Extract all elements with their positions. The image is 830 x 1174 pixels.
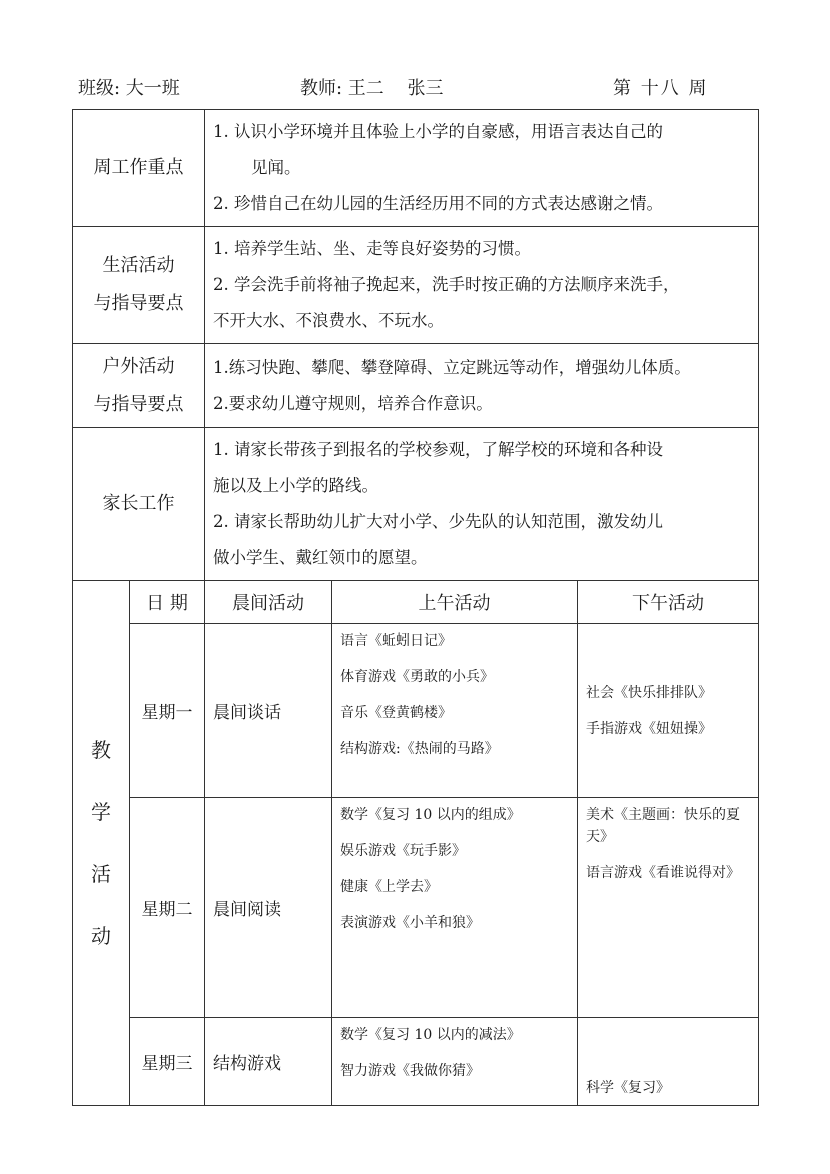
section-item: 1.练习快跑、攀爬、攀登障碍、立定跳远等动作，增强幼儿体质。 [213,357,691,377]
section-item: 1. 请家长带孩子到报名的学校参观，了解学校的环境和各种设 [213,440,663,459]
section-body [205,110,759,227]
pm-activities [578,798,759,1018]
activity-item: 健康《上学去》 [340,879,438,895]
column-header-am: 上午活动 [332,581,578,624]
activity-item: 数学《复习 10 以内的减法》 [340,1027,521,1043]
activity-item: 体育游戏《勇敢的小兵》 [340,669,494,685]
teaching-header-row [73,581,759,624]
pm-activities [578,1018,759,1106]
column-header-date: 日 期 [130,581,205,624]
vertical-char: 教 [91,738,111,762]
day-cell: 星期三 [130,1018,205,1106]
activity-item: 语言游戏《看谁说得对》 [586,865,740,881]
section-body [205,344,759,428]
page-header [78,74,758,104]
section-item: 2. 珍惜自己在幼儿园的生活经历用不同的方式表达感谢之情。 [213,194,663,213]
activity-item: 表演游戏《小羊和狼》 [340,915,480,931]
vertical-char: 活 [91,862,111,886]
day-cell: 星期一 [130,624,205,798]
table-row [73,1018,759,1106]
section-title [73,428,205,581]
section-title-line: 生活活动 [102,255,175,276]
activity-item: 音乐《登黄鹤楼》 [340,705,452,721]
section-item: 1. 培养学生站、坐、走等良好姿势的习惯。 [213,239,531,258]
section-item: 做小学生、戴红领巾的愿望。 [213,548,428,567]
section-body [205,227,759,344]
section-row-outdoor [73,344,759,428]
section-title-line: 与指导要点 [93,293,184,314]
section-body [205,428,759,581]
section-item: 1. 认识小学环境并且体验上小学的自豪感，用语言表达自己的 [213,122,663,141]
activity-item: 结构游戏:《热闹的马路》 [340,741,499,757]
activity-item: 科学《复习》 [586,1080,670,1096]
teacher-label: 教师: 王二 张三 [300,78,444,99]
section-title-line: 周工作重点 [93,157,184,178]
class-label: 班级: 大一班 [78,78,180,99]
table-row [73,798,759,1018]
section-row-parents [73,428,759,581]
section-row-daily-life [73,227,759,344]
week-label: 第 十八 周 [613,78,709,99]
morning-activity: 晨间阅读 [205,798,332,1018]
section-title [73,344,205,428]
section-item: 2.要求幼儿遵守规则，培养合作意识。 [213,393,493,413]
activity-item: 智力游戏《我做你猜》 [340,1063,480,1079]
morning-activity: 晨间谈话 [205,624,332,798]
section-title [73,227,205,344]
activity-item: 社会《快乐排排队》 [586,684,712,701]
am-activities [332,624,578,798]
activity-item: 美术《主题画：快乐的夏天》 [586,807,740,845]
activity-item: 语言《蚯蚓日记》 [340,633,452,649]
teaching-activities-label [73,581,130,1106]
section-title-line: 与指导要点 [93,393,184,415]
section-item: 见闻。 [251,158,301,177]
am-activities [332,1018,578,1106]
section-row-focus [73,110,759,227]
activity-item: 数学《复习 10 以内的组成》 [340,807,521,823]
section-item: 2. 请家长帮助幼儿扩大对小学、少先队的认知范围，激发幼儿 [213,512,663,531]
vertical-char: 学 [91,800,111,824]
table-row [73,624,759,798]
column-header-morning: 晨间活动 [205,581,332,624]
day-cell: 星期二 [130,798,205,1018]
section-item: 2. 学会洗手前将袖子挽起来，洗手时按正确的方法顺序来洗手， [213,275,680,294]
column-header-pm: 下午活动 [578,581,759,624]
pm-activities [578,624,759,798]
section-item: 施以及上小学的路线。 [213,476,378,495]
am-activities [332,798,578,1018]
section-title-line: 户外活动 [102,355,175,377]
section-title [73,110,205,227]
section-item: 不开大水、不浪费水、不玩水。 [213,311,444,330]
section-title-line: 家长工作 [102,493,175,514]
activity-item: 手指游戏《妞妞操》 [586,720,712,737]
weekly-plan-table [72,109,759,1106]
morning-activity: 结构游戏 [205,1018,332,1106]
activity-item: 娱乐游戏《玩手影》 [340,843,466,859]
vertical-char: 动 [91,924,111,948]
